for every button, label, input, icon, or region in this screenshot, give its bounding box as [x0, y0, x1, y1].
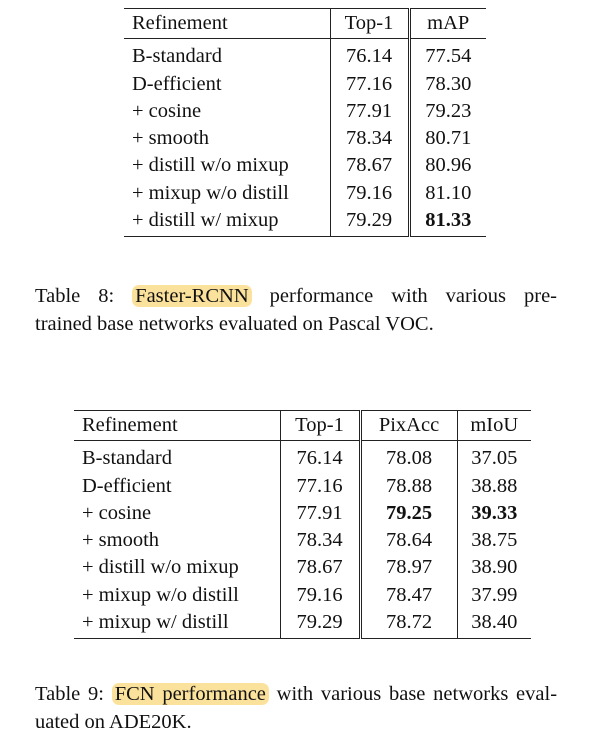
map-value: 80.71 [409, 125, 486, 152]
caption-text: performance with various pre- [269, 285, 558, 307]
table-row [124, 207, 486, 237]
pixacc-value: 78.47 [360, 582, 457, 609]
table-row [74, 473, 531, 500]
map-value: 79.23 [409, 98, 486, 125]
caption-highlight: Faster-RCNN [132, 285, 251, 307]
table-row [74, 554, 531, 581]
header-map: mAP [409, 9, 486, 39]
top1-value: 78.34 [330, 125, 409, 152]
pixacc-value-best: 79.25 [360, 500, 457, 527]
map-value-best: 81.33 [409, 207, 486, 237]
miou-value: 37.99 [457, 582, 531, 609]
top1-value: 78.67 [330, 152, 409, 179]
caption-line [35, 680, 557, 708]
miou-value: 37.05 [457, 441, 531, 473]
row-label: + mixup w/ distill [74, 609, 280, 639]
top1-value: 77.91 [280, 500, 360, 527]
table-row [124, 125, 486, 152]
table-9 [74, 410, 531, 639]
table-row [124, 98, 486, 125]
caption-prefix: Table 9: [35, 683, 104, 705]
top1-value: 79.16 [280, 582, 360, 609]
map-value: 78.30 [409, 71, 486, 98]
caption-prefix: Table 8: [35, 285, 115, 307]
top1-value: 76.14 [280, 441, 360, 473]
pixacc-value: 78.08 [360, 441, 457, 473]
top1-value: 77.91 [330, 98, 409, 125]
caption-line [35, 282, 557, 310]
table-row [124, 71, 486, 98]
table-row [74, 500, 531, 527]
row-label: + smooth [132, 127, 210, 150]
top1-value: 77.16 [330, 71, 409, 98]
top1-value: 79.29 [330, 207, 409, 237]
top1-value: 79.29 [280, 609, 360, 639]
row-label: + cosine [82, 501, 152, 524]
table-row [74, 441, 531, 473]
table-row [74, 609, 531, 639]
table-row [74, 582, 531, 609]
top1-value: 76.14 [330, 39, 409, 71]
caption-highlight: FCN performance [112, 683, 269, 705]
row-label: + cosine [132, 99, 202, 122]
row-label: + distill w/o mixup [82, 556, 239, 579]
header-refinement: Refinement [124, 9, 330, 39]
miou-value: 38.90 [457, 554, 531, 581]
header-top1: Top-1 [280, 411, 360, 441]
row-label: B-standard [82, 447, 172, 470]
top1-value: 78.67 [280, 554, 360, 581]
table-header-row [74, 411, 531, 441]
map-value: 81.10 [409, 180, 486, 207]
pixacc-value: 78.72 [360, 609, 457, 639]
header-top1: Top-1 [330, 9, 409, 39]
top1-value: 77.16 [280, 473, 360, 500]
miou-value: 38.75 [457, 527, 531, 554]
row-label: + smooth [82, 529, 160, 552]
table-8 [124, 8, 486, 237]
table-8-caption [35, 282, 557, 338]
miou-value: 38.40 [457, 609, 531, 639]
caption-line: trained base networks evaluated on Pascal VOC. [35, 313, 434, 335]
row-label: B-standard [132, 45, 222, 68]
row-label: + mixup w/o distill [82, 583, 239, 606]
top1-value: 79.16 [330, 180, 409, 207]
miou-value-best: 39.33 [457, 500, 531, 527]
table-header-row [124, 9, 486, 39]
table-row [74, 527, 531, 554]
caption-text: with various base networks eval- [276, 683, 558, 705]
caption-line: uated on ADE20K. [35, 711, 192, 733]
table-row [124, 152, 486, 179]
row-label: + mixup w/o distill [132, 181, 289, 204]
row-label: + distill w/ mixup [124, 207, 330, 237]
header-miou: mIoU [457, 411, 531, 441]
miou-value: 38.88 [457, 473, 531, 500]
table-9-caption [35, 680, 557, 736]
table-row [124, 180, 486, 207]
header-refinement: Refinement [74, 411, 280, 441]
map-value: 77.54 [409, 39, 486, 71]
pixacc-value: 78.97 [360, 554, 457, 581]
top1-value: 78.34 [280, 527, 360, 554]
row-label: D-efficient [82, 474, 172, 497]
table-row [124, 39, 486, 71]
row-label: D-efficient [132, 72, 222, 95]
row-label: + distill w/o mixup [132, 154, 289, 177]
header-pixacc: PixAcc [360, 411, 457, 441]
pixacc-value: 78.88 [360, 473, 457, 500]
map-value: 80.96 [409, 152, 486, 179]
pixacc-value: 78.64 [360, 527, 457, 554]
